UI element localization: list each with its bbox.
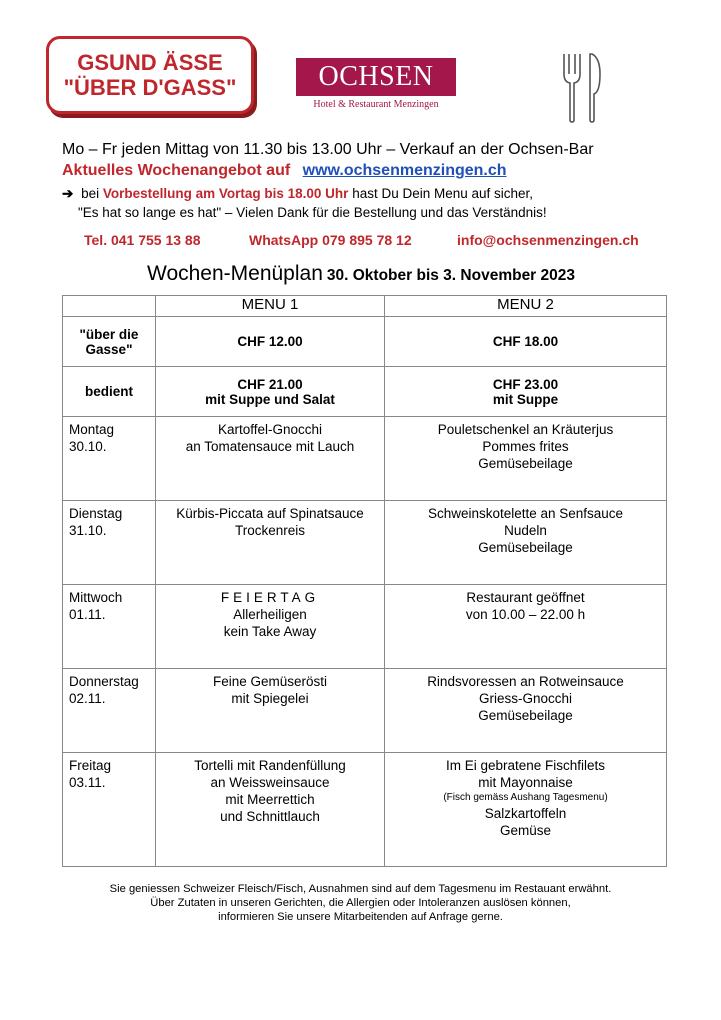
bedient-desc-menu-2: mit Suppe [492, 391, 559, 407]
gasse-label [63, 317, 156, 367]
table-row-montag [63, 417, 667, 501]
table-header-row [63, 296, 667, 317]
day-name: Mittwoch [69, 590, 123, 605]
dish-line: Restaurant geöffnet [466, 590, 585, 605]
dish-line: Griess-Gnocchi [478, 691, 573, 706]
day-date: 30.10. [69, 439, 107, 454]
bedient-desc-menu-1: mit Suppe und Salat [205, 391, 335, 407]
dish-line: Gemüsebeilage [478, 456, 573, 471]
thanks-line: "Es hat so lange es hat" – Vielen Dank für die Bestellung und das Verständnis! [78, 205, 547, 220]
menu-table [62, 295, 667, 867]
ochsen-logo [296, 58, 456, 110]
dish-line: Trockenreis [234, 523, 306, 538]
table-row-mittwoch [63, 585, 667, 669]
bedient-menu-2 [385, 367, 667, 417]
day-cell [63, 585, 156, 669]
menu-2-dish [385, 585, 667, 669]
gsund-asse-badge [46, 36, 254, 114]
opening-hours: Mo – Fr jeden Mittag von 11.30 bis 13.00 Uhr – Verkauf an der Ochsen-Bar [62, 141, 594, 158]
dish-line: Gemüsebeilage [478, 708, 573, 723]
dish-line: Rindsvoressen an Rotweinsauce [427, 674, 624, 689]
footer-line-2: Über Zutaten in unseren Gerichten, die Allergien oder Intoleranzen auslösen können, [150, 897, 571, 909]
day-name: Donnerstag [69, 674, 139, 689]
dish-line: Pommes frites [482, 439, 569, 454]
table-row-donnerstag [63, 669, 667, 753]
bedient-price-menu-2: CHF 23.00 [492, 376, 559, 392]
dish-line: Kürbis-Piccata auf Spinatsauce [176, 506, 364, 521]
dish-line: mit Spiegelei [231, 691, 309, 706]
preorder-highlight: Vorbestellung am Vortag bis 18.00 Uhr [102, 186, 349, 201]
gasse-price-menu-2: CHF 18.00 [385, 317, 667, 367]
dish-line: kein Take Away [223, 624, 317, 639]
logo-name: OCHSEN [296, 58, 456, 96]
day-cell [63, 501, 156, 585]
day-cell [63, 669, 156, 753]
dish-line: mit Meerrettich [225, 792, 315, 807]
day-name: Montag [69, 422, 115, 437]
dish-note: (Fisch gemäss Aushang Tagesmenu) [443, 792, 608, 803]
menu-1-dish [156, 669, 385, 753]
email-address[interactable]: info@ochsenmenzingen.ch [457, 232, 639, 248]
plan-title-text: Wochen-Menüplan [147, 262, 323, 285]
header-menu-1: MENU 1 [156, 296, 385, 317]
dish-line: Kartoffel-Gnocchi [217, 422, 323, 437]
badge-line-1: GSUND ÄSSE [77, 50, 223, 75]
dish-line: Feine Gemüserösti [212, 674, 328, 689]
dish-line: Salzkartoffeln [484, 806, 567, 821]
footer-note [0, 882, 721, 924]
day-date: 31.10. [69, 523, 107, 538]
day-cell [63, 753, 156, 867]
day-name: Dienstag [69, 506, 123, 521]
day-date: 01.11. [69, 607, 106, 622]
menu-2-dish [385, 501, 667, 585]
bedient-price-menu-1: CHF 21.00 [237, 376, 303, 392]
badge-line-2: "ÜBER D'GASS" [63, 75, 237, 100]
preorder-post: hast Du Dein Menu auf sicher, [352, 186, 534, 201]
preorder-pre: bei [81, 186, 100, 201]
dish-line: Im Ei gebratene Fischfilets [445, 758, 606, 773]
dish-line-feiertag: FEIERTAG [220, 590, 320, 605]
header-empty [63, 296, 156, 317]
dish-line: von 10.00 – 22.00 h [465, 607, 586, 622]
gasse-label-1: "über die [79, 326, 139, 342]
weekly-offer-line [62, 162, 507, 180]
day-cell [63, 417, 156, 501]
menu-2-dish [385, 753, 667, 867]
menu-2-dish [385, 417, 667, 501]
day-name: Freitag [69, 758, 112, 773]
gasse-row [63, 317, 667, 367]
menu-1-dish [156, 417, 385, 501]
phone-number: Tel. 041 755 13 88 [84, 232, 201, 248]
table-row-freitag [63, 753, 667, 867]
gasse-label-2: Gasse" [85, 341, 133, 357]
preorder-line [62, 186, 533, 202]
footer-line-3: informieren Sie unsere Mitarbeitenden auf Anfrage gerne. [218, 911, 503, 923]
menu-2-dish [385, 669, 667, 753]
gasse-price-menu-1: CHF 12.00 [156, 317, 385, 367]
menu-1-dish [156, 585, 385, 669]
dish-line: Gemüse [499, 823, 552, 838]
plan-dates: 30. Oktober bis 3. November 2023 [326, 267, 576, 284]
arrow-right-icon: ➔ [62, 186, 74, 201]
fork-knife-icon [560, 52, 604, 124]
bedient-label: bedient [63, 367, 156, 417]
weekly-offer-label: Aktuelles Wochenangebot auf [62, 162, 291, 179]
dish-line: an Weissweinsauce [210, 775, 330, 790]
menu-1-dish [156, 501, 385, 585]
page-title [147, 262, 575, 286]
dish-line: Pouletschenkel an Kräuterjus [437, 422, 614, 437]
table-row-dienstag [63, 501, 667, 585]
bedient-row [63, 367, 667, 417]
day-date: 02.11. [69, 691, 106, 706]
dish-line: Nudeln [504, 523, 547, 538]
whatsapp-number: WhatsApp 079 895 78 12 [249, 232, 412, 248]
day-date: 03.11. [69, 775, 106, 790]
menu-1-dish [156, 753, 385, 867]
logo-subtitle: Hotel & Restaurant Menzingen [313, 99, 439, 110]
website-link[interactable]: www.ochsenmenzingen.ch [302, 162, 507, 179]
bedient-menu-1 [156, 367, 385, 417]
dish-line: Allerheiligen [233, 607, 307, 622]
dish-line: an Tomatensauce mit Lauch [185, 439, 355, 454]
header-menu-2: MENU 2 [385, 296, 667, 317]
dish-line: Tortelli mit Randenfüllung [194, 758, 346, 773]
footer-line-1: Sie geniessen Schweizer Fleisch/Fisch, Ausnahmen sind auf dem Tagesmenu im Restauant erwähnt. [109, 883, 612, 895]
dish-line: mit Mayonnaise [478, 775, 573, 790]
dish-line: und Schnittlauch [220, 809, 320, 824]
dish-line: Schweinskotelette an Senfsauce [427, 506, 624, 521]
dish-line: Gemüsebeilage [478, 540, 573, 555]
